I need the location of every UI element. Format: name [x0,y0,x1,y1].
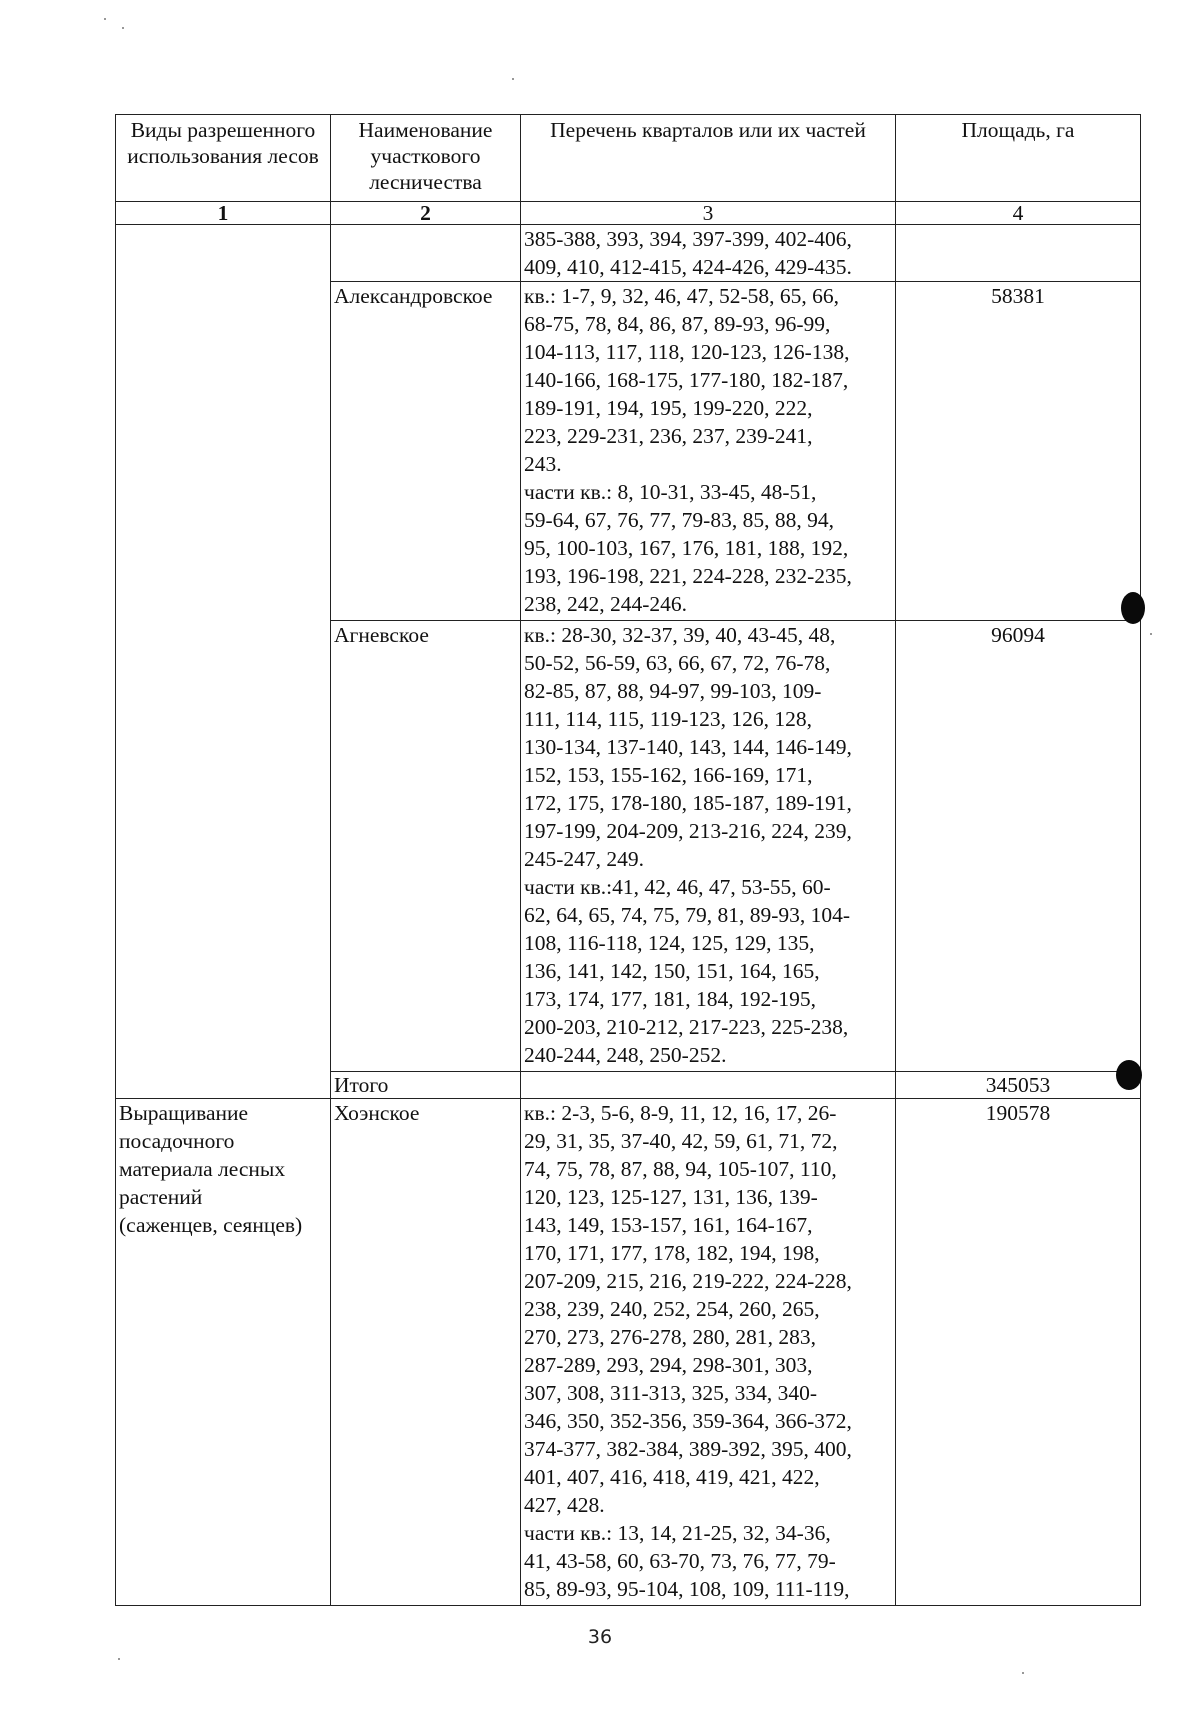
use-type-cell [116,282,331,621]
total-label: Итого [331,1072,521,1099]
header-quarters-list: Перечень кварталов или их частей [521,115,896,202]
scan-speck [1150,633,1152,635]
scan-speck [118,1658,120,1660]
area-cell: 58381 [896,282,1141,621]
forestry-cell: Хоэнское [331,1099,521,1606]
area-cell [896,225,1141,282]
quarters-cell: кв.: 1-7, 9, 32, 46, 47, 52-58, 65, 66, 68-75, 78, 84, 86, 87, 89-93, 96-99, 104-113, 117, 118, 120-123, 126-138, 140-166, 168-175, 177-180, 182-187, 189-191, 194, 195, 199-220, 222, 223, 229-231, 236, 237, 239-241, 243. части кв.: 8, 10-31, 33-45, 48-51, 59-64, 67, 76, 77, 79-83, 85, 88, 94, 95, 100-103, 167, 176, 181, 188, 192, 193, 196-198, 221, 224-228, 232-235, 238, 242, 244-246. [521,282,896,621]
column-number-row [116,202,1141,225]
forestry-cell: Агневское [331,621,521,1072]
use-type-cell [116,1072,331,1099]
quarters-cell: кв.: 28-30, 32-37, 39, 40, 43-45, 48, 50-52, 56-59, 63, 66, 67, 72, 76-78, 82-85, 87, 88, 94-97, 99-103, 109- 111, 114, 115, 119-123, 126, 128, 130-134, 137-140, 143, 144, 146-149, 152, 153, 155-162, 166-169, 171, 172, 175, 178-180, 185-187, 189-191, 197-199, 204-209, 213-216, 224, 239, 245-247, 249. части кв.:41, 42, 46, 47, 53-55, 60- 62, 64, 65, 74, 75, 79, 81, 89-93, 104- 108, 116-118, 124, 125, 129, 135, 136, 141, 142, 150, 151, 164, 165, 173, 174, 177, 181, 184, 192-195, 200-203, 210-212, 217-223, 225-238, 240-244, 248, 250-252. [521,621,896,1072]
quarters-table [115,114,1141,1606]
scan-speck [122,27,124,29]
total-area: 345053 [896,1072,1141,1099]
quarters-cell: 385-388, 393, 394, 397-399, 402-406, 409, 410, 412-415, 424-426, 429-435. [521,225,896,282]
column-number: 3 [521,202,896,225]
column-number: 1 [116,202,331,225]
area-cell: 96094 [896,621,1141,1072]
scan-ink-blot [1121,592,1145,624]
column-number: 2 [331,202,521,225]
table-row [116,1099,1141,1606]
forestry-cell: Александровское [331,282,521,621]
header-forestry-name: Наименование участкового лесничества [331,115,521,202]
scan-speck [104,18,106,20]
column-number: 4 [896,202,1141,225]
header-use-type: Виды разрешенного использования лесов [116,115,331,202]
table-row [116,621,1141,1072]
header-area: Площадь, га [896,115,1141,202]
quarters-cell: кв.: 2-3, 5-6, 8-9, 11, 12, 16, 17, 26- 29, 31, 35, 37-40, 42, 59, 61, 71, 72, 74, 75, 78, 87, 88, 94, 105-107, 110, 120, 123, 125-127, 131, 136, 139- 143, 149, 153-157, 161, 164-167, 170, 171, 177, 178, 182, 194, 198, 207-209, 215, 216, 219-222, 224-228, 238, 239, 240, 252, 254, 260, 265, 270, 273, 276-278, 280, 281, 283, 287-289, 293, 294, 298-301, 303, 307, 308, 311-313, 325, 334, 340- 346, 350, 352-356, 359-364, 366-372, 374-377, 382-384, 389-392, 395, 400, 401, 407, 416, 418, 419, 421, 422, 427, 428. части кв.: 13, 14, 21-25, 32, 34-36, 41, 43-58, 60, 63-70, 73, 76, 77, 79- 85, 89-93, 95-104, 108, 109, 111-119, [521,1099,896,1606]
quarters-cell [521,1072,896,1099]
table-row [116,225,1141,282]
table-header-row [116,115,1141,202]
scan-ink-blot [1116,1060,1142,1090]
table-row-total [116,1072,1141,1099]
use-type-cell: Выращивание посадочного материала лесных растений (саженцев, сеянцев) [116,1099,331,1606]
use-type-cell [116,225,331,282]
scan-speck [512,78,514,80]
scan-speck [1022,1672,1024,1674]
page-number: 36 [587,1626,613,1648]
use-type-cell [116,621,331,1072]
area-cell: 190578 [896,1099,1141,1606]
forestry-cell [331,225,521,282]
table-row [116,282,1141,621]
